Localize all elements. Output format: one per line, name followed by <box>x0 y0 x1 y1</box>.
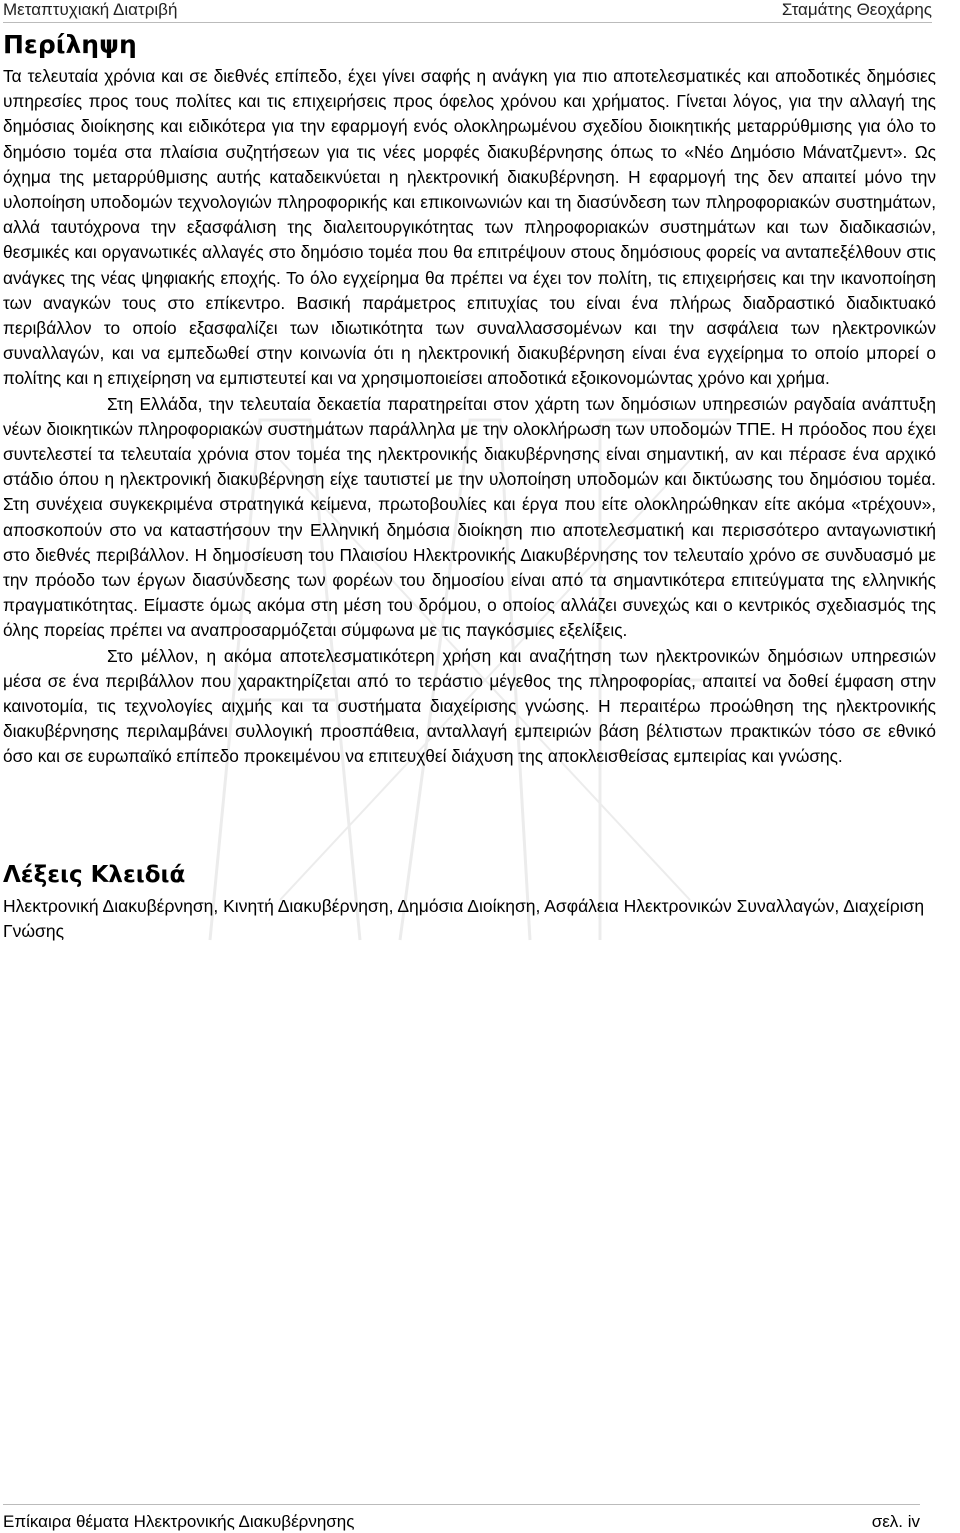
page-footer <box>3 1504 920 1533</box>
keywords-section <box>3 860 936 944</box>
summary-paragraph: Στη Ελλάδα, την τελευταία δεκαετία παρατηρείται στον χάρτη των δημόσιων υπηρεσιών ραγδαία ανάπτυξη νέων διοικητικών πληροφοριακών συστημάτων παράλληλα με την ολοκλήρωση των υποδομών ΤΠΕ. Η πρόοδος που έχει συντελεστεί τα τελευταία χρόνια στον τομέα της ηλεκτρονικής διακυβέρνησης είναι σημαντική, αν και πέρασε ένα αρχικό στάδιο όπου η ηλεκτρονική διακυβέρνηση είχε ταυτιστεί με την υλοποίηση υποδομών και δικτύωσης του δημόσιου τομέα. Στη συνέχεια συγκεκριμένα στρατηγικά κείμενα, πρωτοβουλίες και έργα που είτε ολοκληρώθηκαν είτε ακόμα «τρέχουν», αποσκοπούν στο να καταστήσουν την Ελληνική δημόσια διοίκηση πιο αποτελεσματική και περισσότερο ανταγωνιστική στο διεθνές περιβάλλον. Η δημοσίευση του Πλαισίου Ηλεκτρονικής Διακυβέρνησης τον τελευταίο χρόνο σε συνδυασμό με την πρόοδο των έργων διασύνδεσης των φορέων του δημοσίου είναι από τα σημαντικότερα επιτεύγματα της ελληνικής πραγματικότητας. Είμαστε όμως ακόμα στη μέση του δρόμου, ο οποίος αλλάζει συνεχώς και ο κεντρικός σχεδιασμός της όλης πορείας πρέπει να αναπροσαρμόζεται σύμφωνα με τις παγκόσμιες εξελίξεις. <box>3 393 936 641</box>
header-thesis-type: Μεταπτυχιακή Διατριβή <box>3 0 178 19</box>
summary-title: Περίληψη <box>3 30 137 59</box>
summary-paragraph: Στο μέλλον, η ακόμα αποτελεσματικότερη χρήση και αναζήτηση των ηλεκτρονικών δημόσιων υπηρεσιών μέσα σε ένα περιβάλλον που χαρακτηρίζεται από το τεράστιο μέγεθος της πληροφορίας, απαιτεί να δοθεί έμφαση στην καινοτομία, τις τεχνολογίες αιχμής και τα συστήματα διαχείρισης γνώσης. Η περαιτέρω προώθηση της ηλεκτρονικής διακυβέρνησης περιλαμβάνει συλλογική προσπάθεια, ανταλλαγή εμπειριών βάση βέλτιστων πρακτικών τόσο σε εθνικό όσο και σε ευρωπαϊκό επίπεδο προκειμένου να επιτευχθεί διάχυση της αποκλεισθείσας εμπειρίας και γνώσης. <box>3 645 936 767</box>
keywords-title: Λέξεις Κλειδιά <box>3 861 186 888</box>
page-number: σελ. iv <box>871 1512 920 1531</box>
summary-paragraph: Τα τελευταία χρόνια και σε διεθνές επίπεδο, έχει γίνει σαφής η ανάγκη για πιο αποτελεσματικές και αποδοτικές δημόσιες υπηρεσίες προς τους πολίτες και τις επιχειρήσεις προς όφελος χρόνου και χρήματος. Γίνεται λόγος, για την αλλαγή της δημόσιας διοίκησης και ειδικότερα για την εφαρμογή ενός ολοκληρωμένου σχεδίου διοικητικής μεταρρύθμισης για όλο το δημόσιο τομέα στα πλαίσια συζητήσεων για τις νέες μορφές διακυβέρνησης όπως το «Νέο Δημόσιο Μάνατζμεντ». Ως όχημα της μεταρρύθμισης αυτής καταδεικνύεται η ηλεκτρονική διακυβέρνηση. Η εφαρμογή της δεν απαιτεί μόνο την υλοποίηση υποδομών τεχνολογιών πληροφορικής και επικοινωνιών και τη διασύνδεση των πληροφοριακών συστημάτων, αλλά ταυτόχρονα την εξασφάλιση της διαλειτουργικότητας των πληροφοριακών συστημάτων και των διαδικασιών, θεσμικές και οργανωτικές αλλαγές στο δημόσιο τομέα που θα επιτρέψουν στους δημόσιους φορείς να ανταπεξέλθουν στις ανάγκες της νέας ψηφιακής εποχής. Το όλο εγχείρημα θα πρέπει να έχει τον πολίτη, τις επιχειρήσεις και την ικανοποίηση των αναγκών τους στο επίκεντρο. Βασική παράμετρος επιτυχίας του είναι ένα πλήρως διαδραστικό διαδικτυακό περιβάλλον το οποίο εξασφαλίζει των ιδιωτικότητα των συναλλασσομένων και την ασφάλεια των ηλεκτρονικών συναλλαγών, και να εμπεδωθεί στην κοινωνία ότι η ηλεκτρονική διακυβέρνηση είναι ένα εγχείρημα το οποίο μπορεί ο πολίτης και η επιχείρηση να εμπιστευτεί και να χρησιμοποιείσει αποδοτικά εξοικονομώντας χρόνο και χρήμα. <box>3 66 936 389</box>
keywords-list: Ηλεκτρονική Διακυβέρνηση, Κινητή Διακυβέρνηση, Δημόσια Διοίκηση, Ασφάλεια Ηλεκτρονικών Συναλλαγών, Διαχείριση Γνώσης <box>3 895 925 941</box>
header-author: Σταμάτης Θεοχάρης <box>781 0 932 19</box>
footer-title: Επίκαιρα θέματα Ηλεκτρονικής Διακυβέρνησης <box>3 1512 355 1531</box>
page-header <box>3 0 932 23</box>
document-body <box>3 30 936 944</box>
